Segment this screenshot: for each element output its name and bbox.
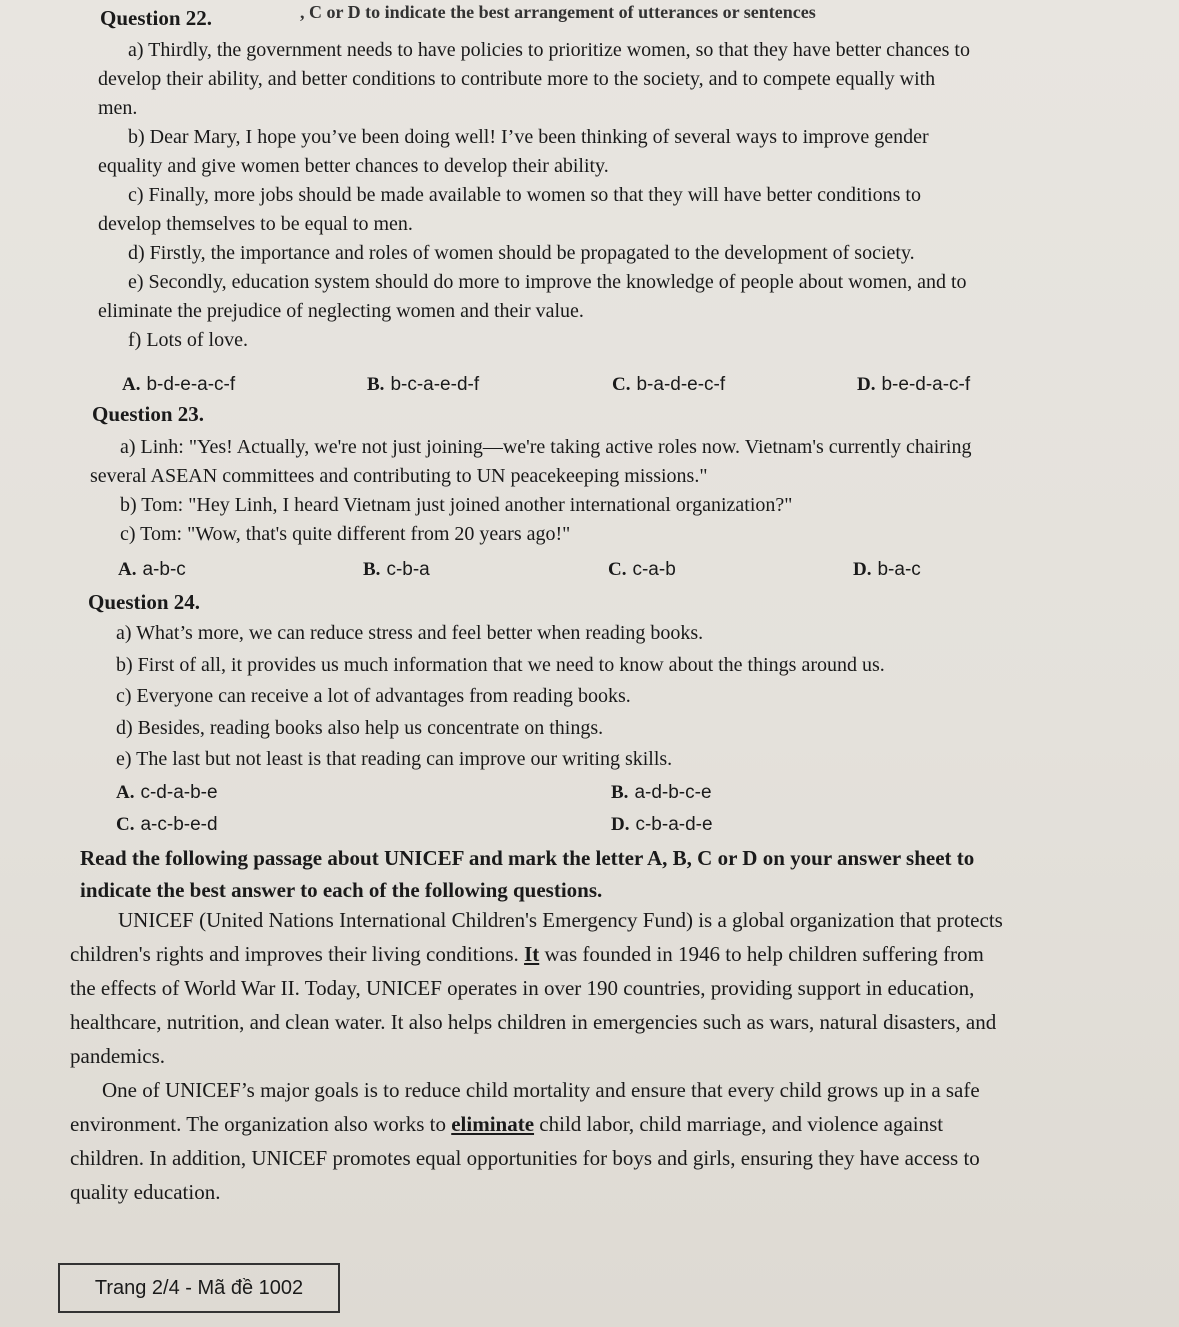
q24-option-c[interactable]: C. a-c-b-e-d: [116, 814, 218, 835]
question-24-title: Question 24.: [88, 590, 201, 614]
q23-option-c[interactable]: C. c-a-b: [608, 559, 676, 580]
q22-item-e: e) Secondly, education system should do more to improve the knowledge of people about women, and to eliminate the prejudice of neglecting women and their value.: [98, 271, 967, 322]
q22-item-a: a) Thirdly, the government needs to have policies to prioritize women, so that they have better chances to develop their ability, and better conditions to contribute more to the society, and to compete equally with men.: [98, 39, 970, 119]
q23-item-b: b) Tom: "Hey Linh, I heard Vietnam just joined another international organization?": [120, 494, 793, 516]
page-number-label: Trang 2/4 - Mã đề 1002: [94, 1276, 304, 1299]
q22-option-c[interactable]: C. b-a-d-e-c-f: [612, 374, 726, 395]
question-22-items: [98, 36, 1098, 355]
passage-p2-line-1: One of UNICEF’s major goals is to reduce child mortality and ensure that every child grows up in a safe: [102, 1078, 980, 1102]
q22-option-a[interactable]: A. b-d-e-a-c-f: [122, 374, 236, 395]
question-22-options: [122, 370, 1057, 399]
q22-option-b[interactable]: B. b-c-a-e-d-f: [367, 374, 480, 395]
passage-p1-line-3: the effects of World War II. Today, UNICEF operates in over 190 countries, providing support in education,: [70, 976, 975, 1000]
underlined-word-eliminate: eliminate: [451, 1112, 535, 1136]
unicef-passage: [70, 903, 1150, 1209]
q23-option-b[interactable]: B. c-b-a: [363, 559, 430, 580]
q22-item-b: b) Dear Mary, I hope you’ve been doing well! I’ve been thinking of several ways to improve gender equality and give women better chances to develop their ability.: [98, 126, 929, 177]
q23-option-a[interactable]: A. a-b-c: [118, 559, 186, 580]
question-23-items: [90, 433, 1130, 549]
q23-item-c: c) Tom: "Wow, that's quite different from 20 years ago!": [120, 523, 571, 545]
passage-p1-line-1: UNICEF (United Nations International Children's Emergency Fund) is a global organization that protects: [118, 908, 1003, 932]
q24-option-b[interactable]: B. a-d-b-c-e: [611, 782, 712, 803]
question-24-options: [116, 777, 811, 841]
question-23-options: [118, 555, 1053, 584]
q22-item-f: f) Lots of love.: [128, 329, 248, 351]
q24-option-d[interactable]: D. c-b-a-d-e: [611, 814, 713, 835]
passage-p2-line-3: children. In addition, UNICEF promotes equal opportunities for boys and girls, ensuring they have access to: [70, 1146, 980, 1170]
question-24-items: [116, 618, 1116, 776]
q23-option-d[interactable]: D. b-a-c: [853, 559, 921, 580]
q24-item-b: b) First of all, it provides us much information that we need to know about the things around us.: [116, 653, 885, 676]
q22-item-d: d) Firstly, the importance and roles of women should be propagated to the development of society.: [128, 242, 915, 264]
reading-instruction: Read the following passage about UNICEF and mark the letter A, B, C or D on your answer sheet to indicate the best answer to each of the following questions.: [80, 846, 975, 902]
underlined-word-it: It: [524, 942, 540, 966]
question-23-title: Question 23.: [92, 402, 205, 426]
passage-p1-line-2: children's rights and improves their living conditions. It was founded in 1946 to help children suffering from: [70, 942, 984, 966]
q22-option-d[interactable]: D. b-e-d-a-c-f: [857, 374, 971, 395]
instruction-fragment: , C or D to indicate the best arrangement of utterances or sentences: [300, 2, 816, 22]
q22-item-c: c) Finally, more jobs should be made available to women so that they will have better conditions to develop themselves to be equal to men.: [98, 184, 921, 235]
page-footer: [58, 1263, 340, 1313]
q23-item-a: a) Linh: "Yes! Actually, we're not just joining—we're taking active roles now. Vietnam's currently chairing several ASEAN committees and contributing to UN peacekeeping missions.": [90, 436, 972, 487]
passage-p1-line-4: healthcare, nutrition, and clean water. It also helps children in emergencies such as wars, natural disasters, and: [70, 1010, 997, 1034]
passage-p1-line-5: pandemics.: [70, 1044, 166, 1068]
q24-item-e: e) The last but not least is that reading can improve our writing skills.: [116, 748, 673, 770]
q24-item-c: c) Everyone can receive a lot of advantages from reading books.: [116, 685, 631, 707]
q24-option-a[interactable]: A. c-d-a-b-e: [116, 782, 218, 803]
q24-item-a: a) What’s more, we can reduce stress and feel better when reading books.: [116, 622, 704, 644]
passage-p2-line-2: environment. The organization also works to eliminate child labor, child marriage, and violence against: [70, 1112, 944, 1136]
passage-p2-line-4: quality education.: [70, 1180, 221, 1204]
question-22-title: Question 22.: [100, 6, 213, 30]
q24-item-d: d) Besides, reading books also help us concentrate on things.: [116, 716, 604, 739]
